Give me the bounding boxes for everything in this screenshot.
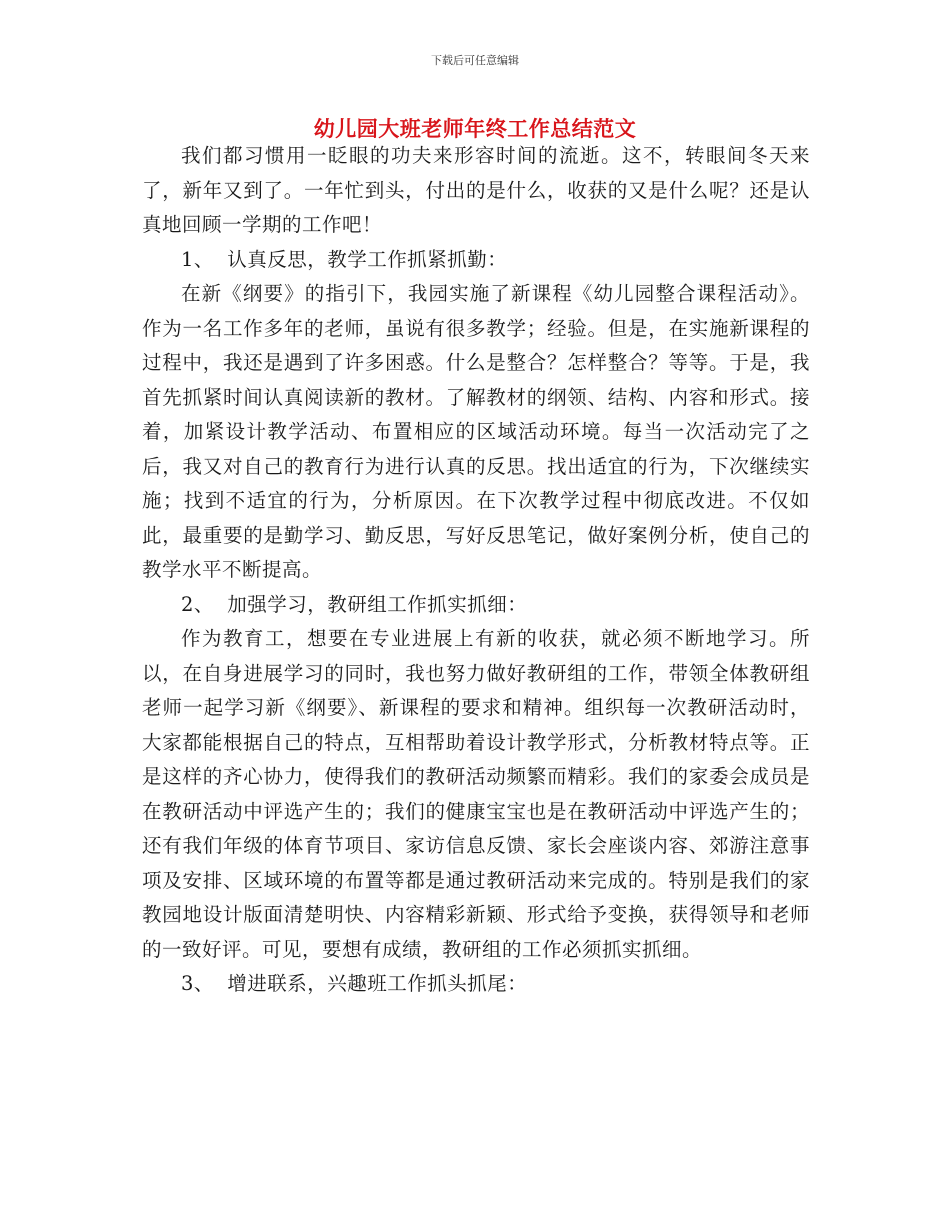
section-heading-1: 1、 认真反思，教学工作抓紧抓勤： (181, 247, 508, 271)
section-paragraph-2: 作为教育工，想要在专业进展上有新的收获，就必须不断地学习。所以，在自身进展学习的同时，我也努力做好教研组的工作，带领全体教研组老师一起学习新《纲要》、新课程的要求和精神。组织每一次教研活动时，大家都能根据自己的特点，互相帮助着设计教学形式，分析教材特点等。正是这样的齐心协力，使得我们的教研活动频繁而精彩。我们的家委会成员是在教研活动中评选产生的；我们的健康宝宝也是在教研活动中评选产生的；还有我们年级的体育节项目、家访信息反馈、家长会座谈内容、郊游注意事项及安排、区域环境的布置等都是通过教研活动来完成的。特别是我们的家教园地设计版面清楚明快、内容精彩新颖、形式给予变换，获得领导和老师的一致好评。可见，要想有成绩，教研组的工作必须抓实抓细。 (142, 627, 810, 961)
section-paragraph-1: 在新《纲要》的指引下，我园实施了新课程《幼儿园整合课程活动》。作为一名工作多年的老师，虽说有很多教学；经验。但是，在实施新课程的过程中，我还是遇到了许多困惑。什么是整合？怎样整合？等等。于是，我首先抓紧时间认真阅读新的教材。了解教材的纲领、结构、内容和形式。接着，加紧设计教学活动、布置相应的区域活动环境。每当一次活动完了之后，我又对自己的教育行为进行认真的反思。找出适宜的行为，下次继续实施；找到不适宜的行为，分析原因。在下次教学过程中彻底改进。不仅如此，最重要的是勤学习、勤反思，写好反思笔记，做好案例分析，使自己的教学水平不断提高。 (142, 282, 810, 581)
document-body (142, 139, 810, 1002)
section-heading-2: 2、 加强学习，教研组工作抓实抓细： (181, 592, 528, 616)
intro-paragraph: 我们都习惯用一眨眼的功夫来形容时间的流逝。这不，转眼间冬天来了，新年又到了。一年忙到头，付出的是什么，收获的又是什么呢？还是认真地回顾一学期的工作吧！ (142, 144, 810, 236)
header-note: 下载后可任意编辑 (431, 54, 519, 67)
section-heading-3: 3、 增进联系，兴趣班工作抓头抓尾： (181, 972, 528, 995)
document-title: 幼儿园大班老师年终工作总结范文 (313, 117, 637, 141)
